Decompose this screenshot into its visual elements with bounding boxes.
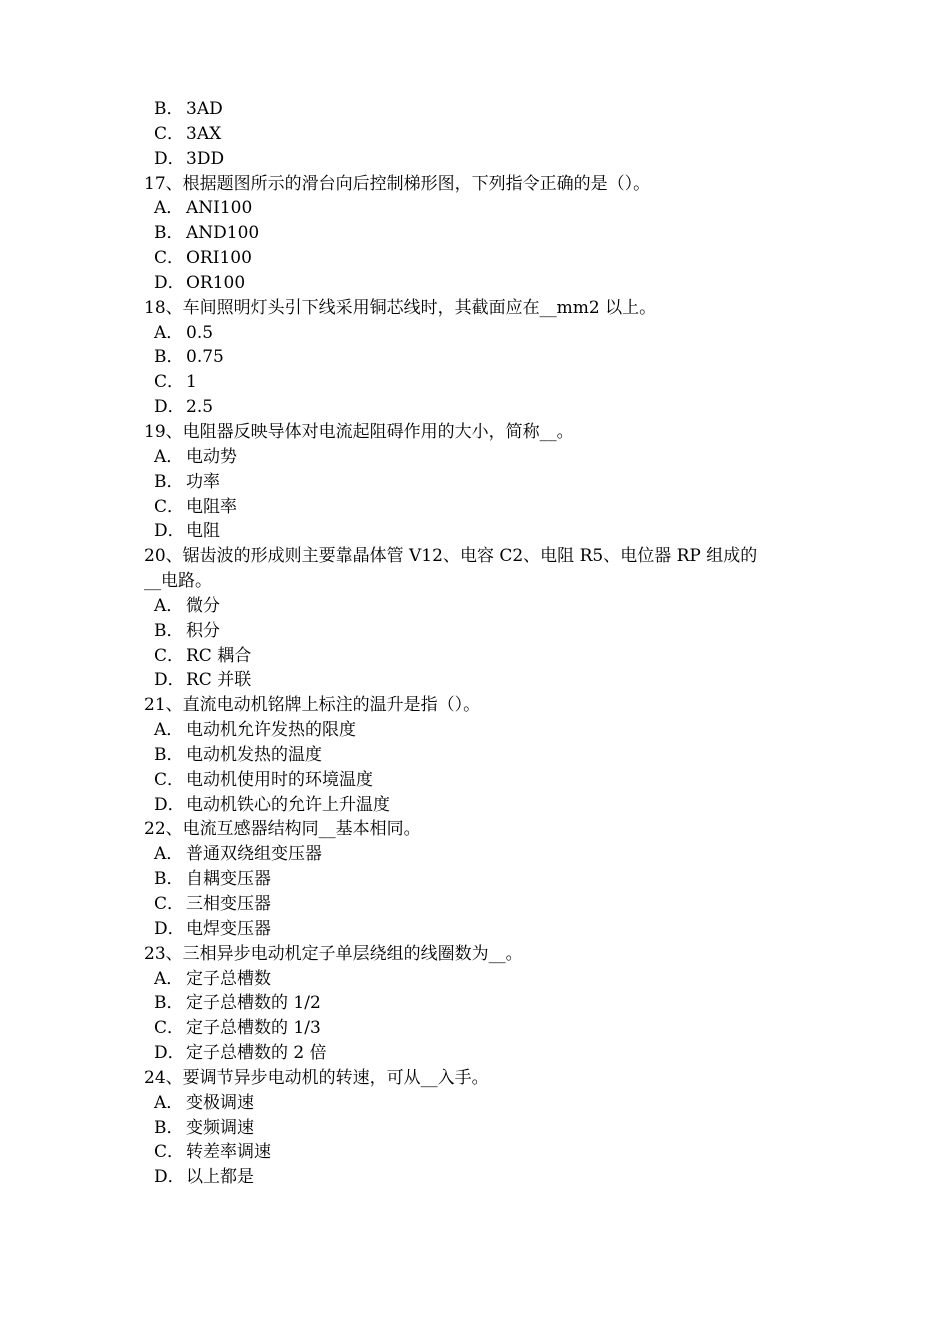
answer-option [0, 892, 950, 917]
option-letter: B． [154, 869, 184, 890]
question-text: 24、要调节异步电动机的转速，可从__入手。 [144, 1067, 489, 1088]
option-text: ORI100 [186, 248, 252, 269]
answer-option [0, 991, 950, 1016]
option-letter: C． [154, 645, 185, 666]
option-text: 电动机发热的温度 [186, 744, 322, 765]
option-text: 三相变压器 [186, 894, 271, 914]
question-text: 20、锯齿波的形成则主要靠晶体管 V12、电容 C2、电阻 R5、电位器 RP 组成的 [144, 546, 758, 567]
option-letter: A． [154, 198, 184, 219]
answer-option [0, 768, 950, 793]
option-text: 定子总槽数的 1/2 [186, 993, 321, 1014]
option-letter: B． [154, 223, 184, 244]
answer-option [0, 619, 950, 644]
option-letter: D． [154, 1043, 185, 1064]
answer-option [0, 370, 950, 395]
option-text: 电动势 [186, 446, 237, 467]
option-text: RC 并联 [186, 670, 252, 691]
option-text: 功率 [186, 471, 220, 492]
option-letter: B． [154, 347, 184, 368]
option-text: 转差率调速 [186, 1142, 271, 1163]
option-letter: C． [154, 496, 185, 517]
option-text: 积分 [186, 620, 220, 641]
option-letter: D． [154, 670, 185, 691]
option-letter: D． [154, 918, 185, 939]
option-letter: A． [154, 446, 184, 467]
option-letter: C． [154, 1142, 185, 1163]
option-letter: C． [154, 123, 185, 144]
answer-option [0, 445, 950, 470]
answer-option [0, 97, 950, 122]
question-text: 19、电阻器反映导体对电流起阻碍作用的大小，简称__。 [144, 421, 574, 442]
option-text: 定子总槽数的 1/3 [186, 1018, 321, 1039]
option-letter: B． [154, 99, 184, 119]
option-letter: B． [154, 993, 184, 1014]
question-text: 22、电流互感器结构同__基本相同。 [144, 819, 421, 840]
answer-option [0, 495, 950, 520]
answer-option [0, 395, 950, 420]
option-letter: D． [154, 794, 185, 815]
option-letter: D． [154, 397, 185, 418]
option-letter: C． [154, 769, 185, 790]
option-letter: D． [154, 272, 185, 293]
answer-option [0, 246, 950, 271]
option-letter: B． [154, 620, 184, 641]
answer-option [0, 793, 950, 818]
question-text: 18、车间照明灯头引下线采用铜芯线时，其截面应在__mm2 以上。 [144, 297, 657, 318]
option-letter: A． [154, 322, 184, 343]
option-text: 电动机使用时的环境温度 [186, 769, 373, 790]
option-letter: C． [154, 894, 185, 914]
option-letter: D． [154, 1167, 185, 1188]
option-letter: B． [154, 471, 184, 492]
option-text: 自耦变压器 [186, 869, 271, 890]
answer-option [0, 718, 950, 743]
option-letter: C． [154, 1018, 185, 1039]
answer-option [0, 594, 950, 619]
option-text: RC 耦合 [186, 645, 252, 666]
option-letter: B． [154, 744, 184, 765]
option-letter: A． [154, 844, 184, 865]
option-text: 普通双绕组变压器 [186, 844, 322, 865]
answer-option [0, 743, 950, 768]
answer-option [0, 867, 950, 892]
option-text: 2.5 [186, 397, 214, 418]
option-text: 0.75 [186, 347, 224, 368]
option-text: 3AX [186, 123, 222, 144]
option-letter: B． [154, 1117, 184, 1138]
answer-option [0, 122, 950, 147]
option-text: 定子总槽数 [186, 968, 271, 989]
option-text: 电焊变压器 [186, 918, 271, 939]
answer-option [0, 1016, 950, 1041]
option-text: OR100 [186, 272, 246, 293]
answer-option [0, 519, 950, 544]
answer-option [0, 917, 950, 942]
option-letter: A． [154, 1092, 184, 1113]
answer-option [0, 668, 950, 693]
option-text: 变极调速 [186, 1092, 254, 1113]
question-text: 17、根据题图所示的滑台向后控制梯形图，下列指令正确的是（）。 [144, 173, 651, 194]
answer-option [0, 147, 950, 172]
document-page [0, 97, 950, 1190]
answer-option [0, 196, 950, 221]
option-text: 电阻率 [186, 496, 237, 517]
option-letter: D． [154, 521, 185, 542]
option-text: 电动机铁心的允许上升温度 [186, 794, 390, 815]
answer-option [0, 1116, 950, 1141]
answer-option [0, 321, 950, 346]
option-text: 微分 [186, 595, 220, 616]
option-text: 1 [186, 372, 197, 393]
option-text: AND100 [186, 223, 260, 244]
answer-option [0, 1140, 950, 1165]
answer-option [0, 470, 950, 495]
option-letter: A． [154, 595, 184, 616]
answer-option [0, 221, 950, 246]
answer-option [0, 345, 950, 370]
answer-option [0, 1165, 950, 1190]
option-text: 变频调速 [186, 1117, 254, 1138]
answer-option [0, 644, 950, 669]
answer-option [0, 271, 950, 296]
option-letter: A． [154, 968, 184, 989]
option-text: 定子总槽数的 2 倍 [186, 1043, 327, 1064]
answer-option [0, 1041, 950, 1066]
question-text: 21、直流电动机铭牌上标注的温升是指（）。 [144, 695, 481, 716]
answer-option [0, 1091, 950, 1116]
option-letter: C． [154, 372, 185, 393]
question-text: 23、三相异步电动机定子单层绕组的线圈数为__。 [144, 943, 523, 964]
answer-option [0, 842, 950, 867]
option-text: ANI100 [186, 198, 253, 219]
question-text: __电路。 [144, 571, 212, 592]
option-text: 电动机允许发热的限度 [186, 720, 356, 741]
option-text: 电阻 [186, 521, 220, 542]
option-text: 3DD [186, 148, 225, 169]
option-letter: A． [154, 720, 184, 741]
option-letter: C． [154, 248, 185, 269]
answer-option [0, 967, 950, 992]
option-letter: D． [154, 148, 185, 169]
option-text: 0.5 [186, 322, 214, 343]
option-text: 以上都是 [186, 1167, 254, 1188]
option-text: 3AD [186, 99, 223, 119]
